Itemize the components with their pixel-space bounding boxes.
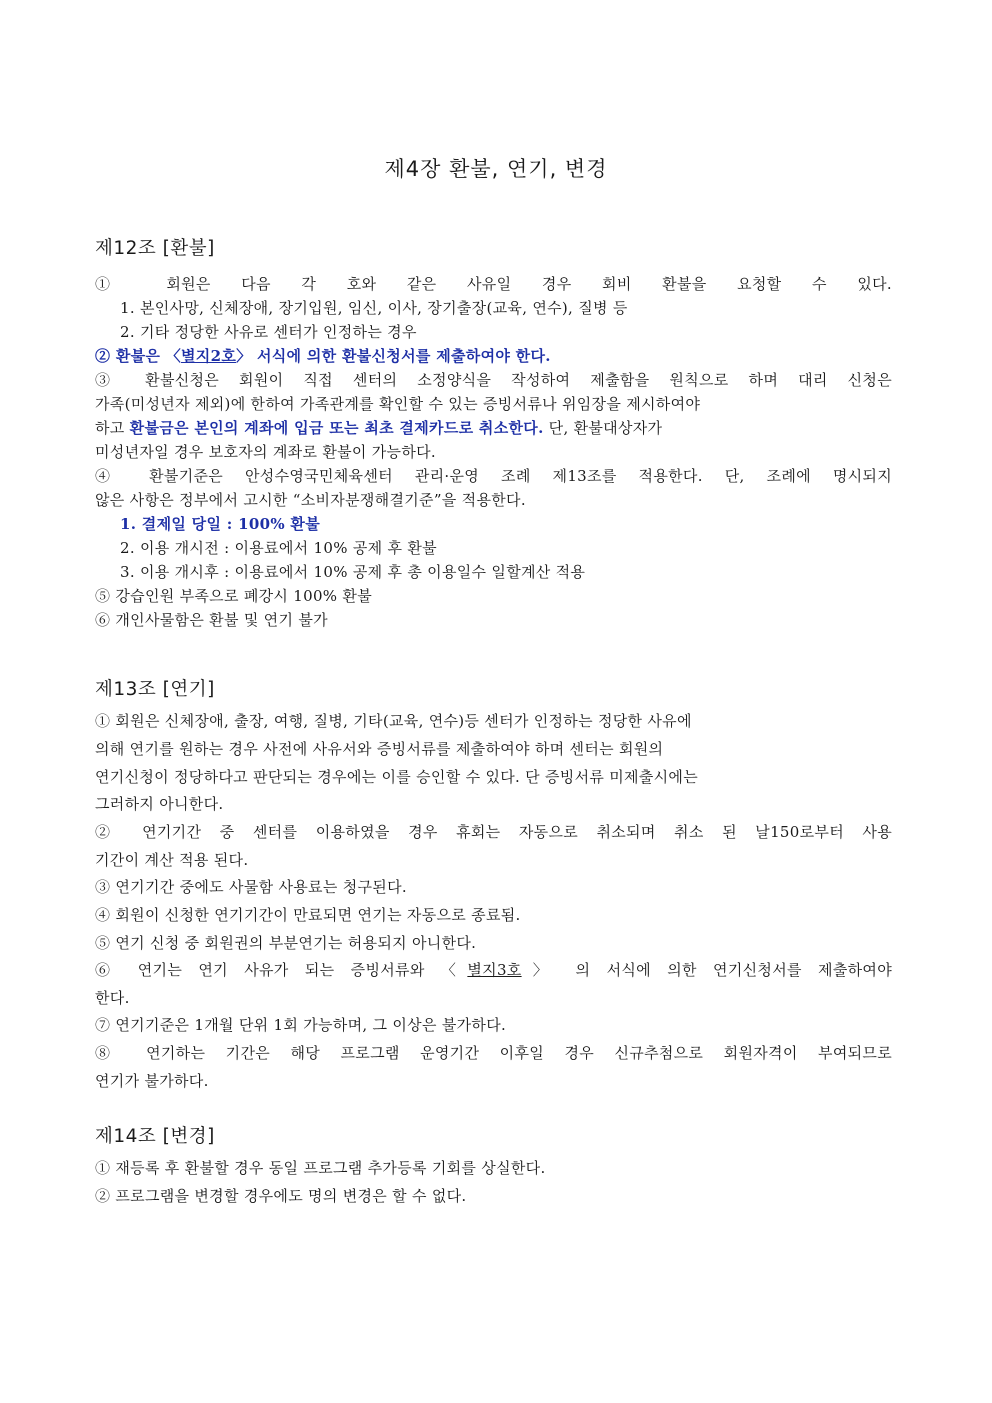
- article-13-line: ② 연기기간 중 센터를 이용하였을 경우 휴회는 자동으로 취소되며 취소 된 날150로부터 사용: [95, 823, 892, 841]
- article-12-line: ③ 환불신청은 회원이 직접 센터의 소정양식을 작성하여 제출함을 원칙으로 하며 대리 신청은: [95, 371, 892, 389]
- article-13-line: 기간이 계산 적용 된다.: [95, 851, 249, 869]
- article-12-line-bold: 1. 결제일 당일 : 100% 환불: [120, 515, 321, 533]
- article-12-line-bold: [95, 345, 895, 366]
- text-span: 하고: [95, 419, 130, 437]
- refund-emphasis: 환불금은 본인의 계좌에 입금 또는 최초 결제카드로 취소한다.: [129, 419, 544, 437]
- article-12-line: [95, 417, 895, 438]
- form-3-reference: 별지3호: [467, 961, 522, 979]
- text-span: ② 환불은 〈: [95, 347, 182, 365]
- article-12-heading: 제12조 [환불]: [95, 238, 215, 259]
- article-12-line: 가족(미성년자 제외)에 한하여 가족관계를 확인할 수 있는 증빙서류나 위임장을 제시하여야: [95, 395, 701, 413]
- article-13-line: ③ 연기기간 중에도 사물함 사용료는 청구된다.: [95, 878, 407, 896]
- article-13-line: ④ 회원이 신청한 연기기간이 만료되면 연기는 자동으로 종료됨.: [95, 906, 521, 924]
- article-12-line: ① 회원은 다음 각 호와 같은 사유일 경우 회비 환불을 요청할 수 있다.: [95, 275, 892, 293]
- article-13-line: ⑦ 연기기준은 1개월 단위 1회 가능하며, 그 이상은 불가하다.: [95, 1016, 507, 1034]
- text-span: 〉 의 서식에 의한 연기신청서를 제출하여야: [521, 961, 892, 979]
- article-13-line: 의해 연기를 원하는 경우 사전에 사유서와 증빙서류를 제출하여야 하며 센터는 회원의: [95, 740, 664, 758]
- chapter-title: 제4장 환불, 연기, 변경: [384, 157, 608, 181]
- text-span: 단, 환불대상자가: [543, 419, 663, 437]
- article-12-line: 1. 본인사망, 신체장애, 장기입원, 임신, 이사, 장기출장(교육, 연수), 질병 등: [120, 299, 628, 317]
- article-13-line: 한다.: [95, 989, 130, 1007]
- article-12-line: ⑥ 개인사물함은 환불 및 연기 불가: [95, 611, 328, 629]
- article-12-line: 2. 기타 정당한 사유로 센터가 인정하는 경우: [120, 323, 417, 341]
- text-span: 〉 서식에 의한 환불신청서를 제출하여야 한다.: [236, 347, 551, 365]
- article-12-line: 미성년자일 경우 보호자의 계좌로 환불이 가능하다.: [95, 443, 437, 461]
- form-2-reference: 별지2호: [181, 347, 237, 365]
- article-12-line: ④ 환불기준은 안성수영국민체육센터 관리·운영 조례 제13조를 적용한다. 단, 조례에 명시되지: [95, 467, 892, 485]
- article-13-heading: 제13조 [연기]: [95, 679, 215, 700]
- article-12-line: 2. 이용 개시전 : 이용료에서 10% 공제 후 환불: [120, 539, 437, 557]
- article-14-line: ② 프로그램을 변경할 경우에도 명의 변경은 할 수 없다.: [95, 1187, 467, 1205]
- article-13-line: 연기신청이 정당하다고 판단되는 경우에는 이를 승인할 수 있다. 단 증빙서류 미제출시에는: [95, 768, 698, 786]
- article-13-line: 연기가 불가하다.: [95, 1072, 209, 1090]
- article-13-line: [95, 959, 892, 980]
- text-span: ⑥ 연기는 연기 사유가 되는 증빙서류와 〈: [95, 961, 468, 979]
- article-12-line: 않은 사항은 정부에서 고시한 “소비자분쟁해결기준”을 적용한다.: [95, 491, 526, 509]
- article-12-line: 3. 이용 개시후 : 이용료에서 10% 공제 후 총 이용일수 일할계산 적용: [120, 563, 586, 581]
- article-12-line: ⑤ 강습인원 부족으로 폐강시 100% 환불: [95, 587, 372, 605]
- article-13-line: ⑤ 연기 신청 중 회원권의 부분연기는 허용되지 아니한다.: [95, 934, 477, 952]
- article-14-heading: 제14조 [변경]: [95, 1126, 215, 1147]
- article-14-line: ① 재등록 후 환불할 경우 동일 프로그램 추가등록 기회를 상실한다.: [95, 1159, 546, 1177]
- article-13-line: ⑧ 연기하는 기간은 해당 프로그램 운영기간 이후일 경우 신규추첨으로 회원자격이 부여되므로: [95, 1044, 892, 1062]
- article-13-line: 그러하지 아니한다.: [95, 795, 224, 813]
- article-13-line: ① 회원은 신체장애, 출장, 여행, 질병, 기타(교육, 연수)등 센터가 인정하는 정당한 사유에: [95, 712, 692, 730]
